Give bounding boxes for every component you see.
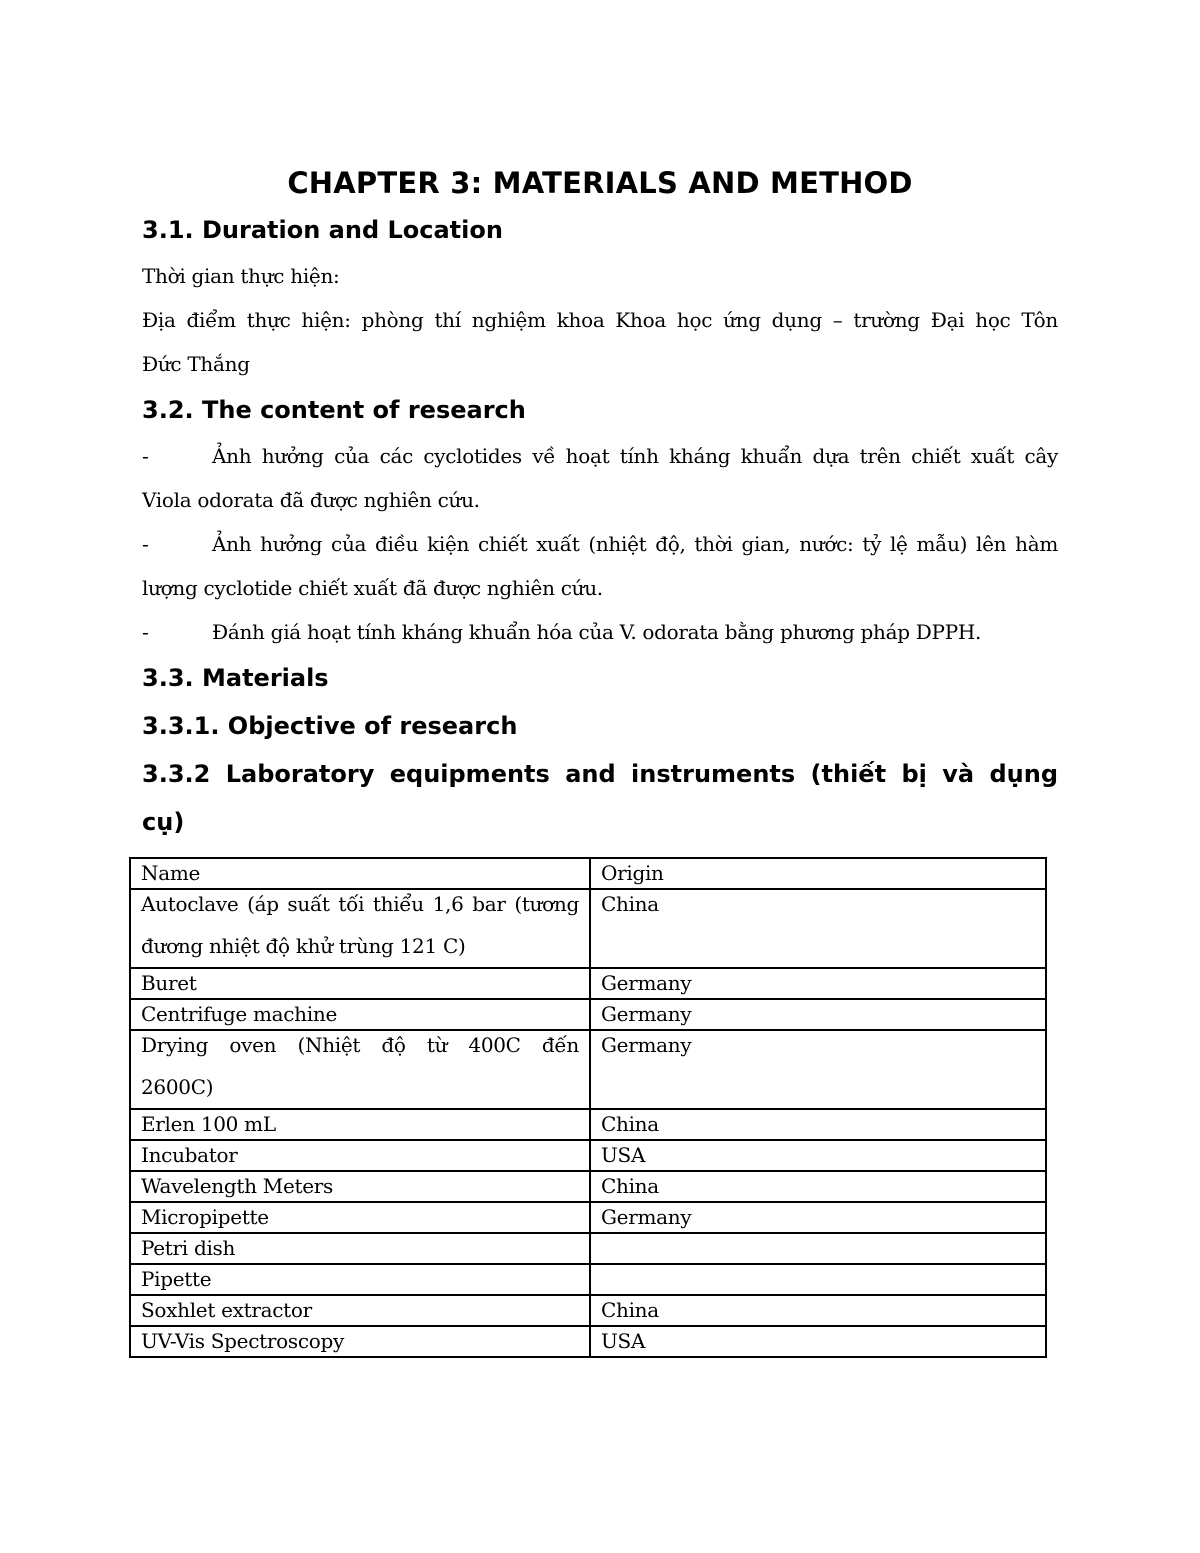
section-3-3-2-line-2: cụ)	[142, 808, 185, 836]
cell-name-line-1: Autoclave (áp suất tối thiểu 1,6 bar (tương	[141, 892, 579, 916]
section-3-3-2-line-1: 3.3.2 Laboratory equipments and instruments (thiết bị và dụng	[142, 760, 1058, 788]
cell-name-line-1: Drying oven (Nhiệt độ từ 400C đến	[141, 1033, 579, 1057]
content-item-2-line-2: lượng cyclotide chiết xuất đã được nghiên cứu.	[142, 576, 603, 600]
equipment-table	[129, 857, 1047, 1358]
cell-origin: China	[590, 1109, 1046, 1140]
cell-name: Pipette	[130, 1264, 590, 1295]
table-row	[130, 1030, 1046, 1109]
table-row	[130, 1233, 1046, 1264]
section-3-3-1-heading: 3.3.1. Objective of research	[142, 712, 518, 740]
cell-name: Centrifuge machine	[130, 999, 590, 1030]
cell-origin	[590, 1264, 1046, 1295]
duration-text: Thời gian thực hiện:	[142, 264, 340, 288]
section-3-3-heading: 3.3. Materials	[142, 664, 329, 692]
cell-name: Incubator	[130, 1140, 590, 1171]
cell-name: Wavelength Meters	[130, 1171, 590, 1202]
content-item-2-text: Ảnh hưởng của điều kiện chiết xuất (nhiệt độ, thời gian, nước: tỷ lệ mẫu) lên hàm	[212, 532, 1058, 556]
table-row	[130, 889, 1046, 968]
content-item-2-line-1	[142, 522, 1058, 566]
cell-origin: China	[590, 1295, 1046, 1326]
cell-origin: China	[590, 889, 1046, 968]
cell-name: Erlen 100 mL	[130, 1109, 590, 1140]
location-line-2: Đức Thắng	[142, 352, 250, 376]
content-item-3-text: Đánh giá hoạt tính kháng khuẩn hóa của V. odorata bằng phương pháp DPPH.	[212, 620, 982, 644]
cell-origin	[590, 1233, 1046, 1264]
table-row	[130, 968, 1046, 999]
cell-origin: USA	[590, 1326, 1046, 1357]
table-row	[130, 1109, 1046, 1140]
header-name: Name	[130, 858, 590, 889]
bullet-marker: -	[142, 444, 149, 468]
table-row	[130, 1202, 1046, 1233]
table-row	[130, 1171, 1046, 1202]
content-item-1	[142, 434, 1058, 522]
cell-name: Soxhlet extractor	[130, 1295, 590, 1326]
cell-origin: Germany	[590, 1030, 1046, 1109]
cell-origin: Germany	[590, 968, 1046, 999]
table-row	[130, 1264, 1046, 1295]
table-row	[130, 1140, 1046, 1171]
section-3-1-heading: 3.1. Duration and Location	[142, 216, 503, 244]
content-item-1-text: Ảnh hưởng của các cyclotides về hoạt tính kháng khuẩn dựa trên chiết xuất cây	[212, 444, 1058, 468]
cell-name: UV-Vis Spectroscopy	[130, 1326, 590, 1357]
content-item-1-line-1	[142, 434, 1058, 478]
table-row	[130, 1295, 1046, 1326]
section-3-2-heading: 3.2. The content of research	[142, 396, 526, 424]
chapter-title: CHAPTER 3: MATERIALS AND METHOD	[287, 166, 913, 200]
content-item-1-line-2: Viola odorata đã được nghiên cứu.	[142, 488, 480, 512]
content-item-3	[142, 610, 1058, 654]
cell-name: Buret	[130, 968, 590, 999]
document-page	[142, 160, 1058, 846]
cell-name: Petri dish	[130, 1233, 590, 1264]
cell-name-line-2: 2600C)	[141, 1075, 214, 1099]
cell-name	[130, 889, 590, 968]
cell-origin: Germany	[590, 999, 1046, 1030]
location-line-1: Địa điểm thực hiện: phòng thí nghiệm khoa Khoa học ứng dụng – trường Đại học Tôn	[142, 308, 1058, 332]
bullet-marker: -	[142, 620, 149, 644]
header-origin: Origin	[590, 858, 1046, 889]
cell-name	[130, 1030, 590, 1109]
location-text	[142, 298, 1058, 386]
table-row	[130, 1326, 1046, 1357]
cell-origin: USA	[590, 1140, 1046, 1171]
cell-name-line-2: đương nhiệt độ khử trùng 121 C)	[141, 934, 466, 958]
section-3-3-2-heading	[142, 750, 1058, 846]
cell-origin: Germany	[590, 1202, 1046, 1233]
cell-origin: China	[590, 1171, 1046, 1202]
content-item-2	[142, 522, 1058, 610]
cell-name: Micropipette	[130, 1202, 590, 1233]
bullet-marker: -	[142, 532, 149, 556]
